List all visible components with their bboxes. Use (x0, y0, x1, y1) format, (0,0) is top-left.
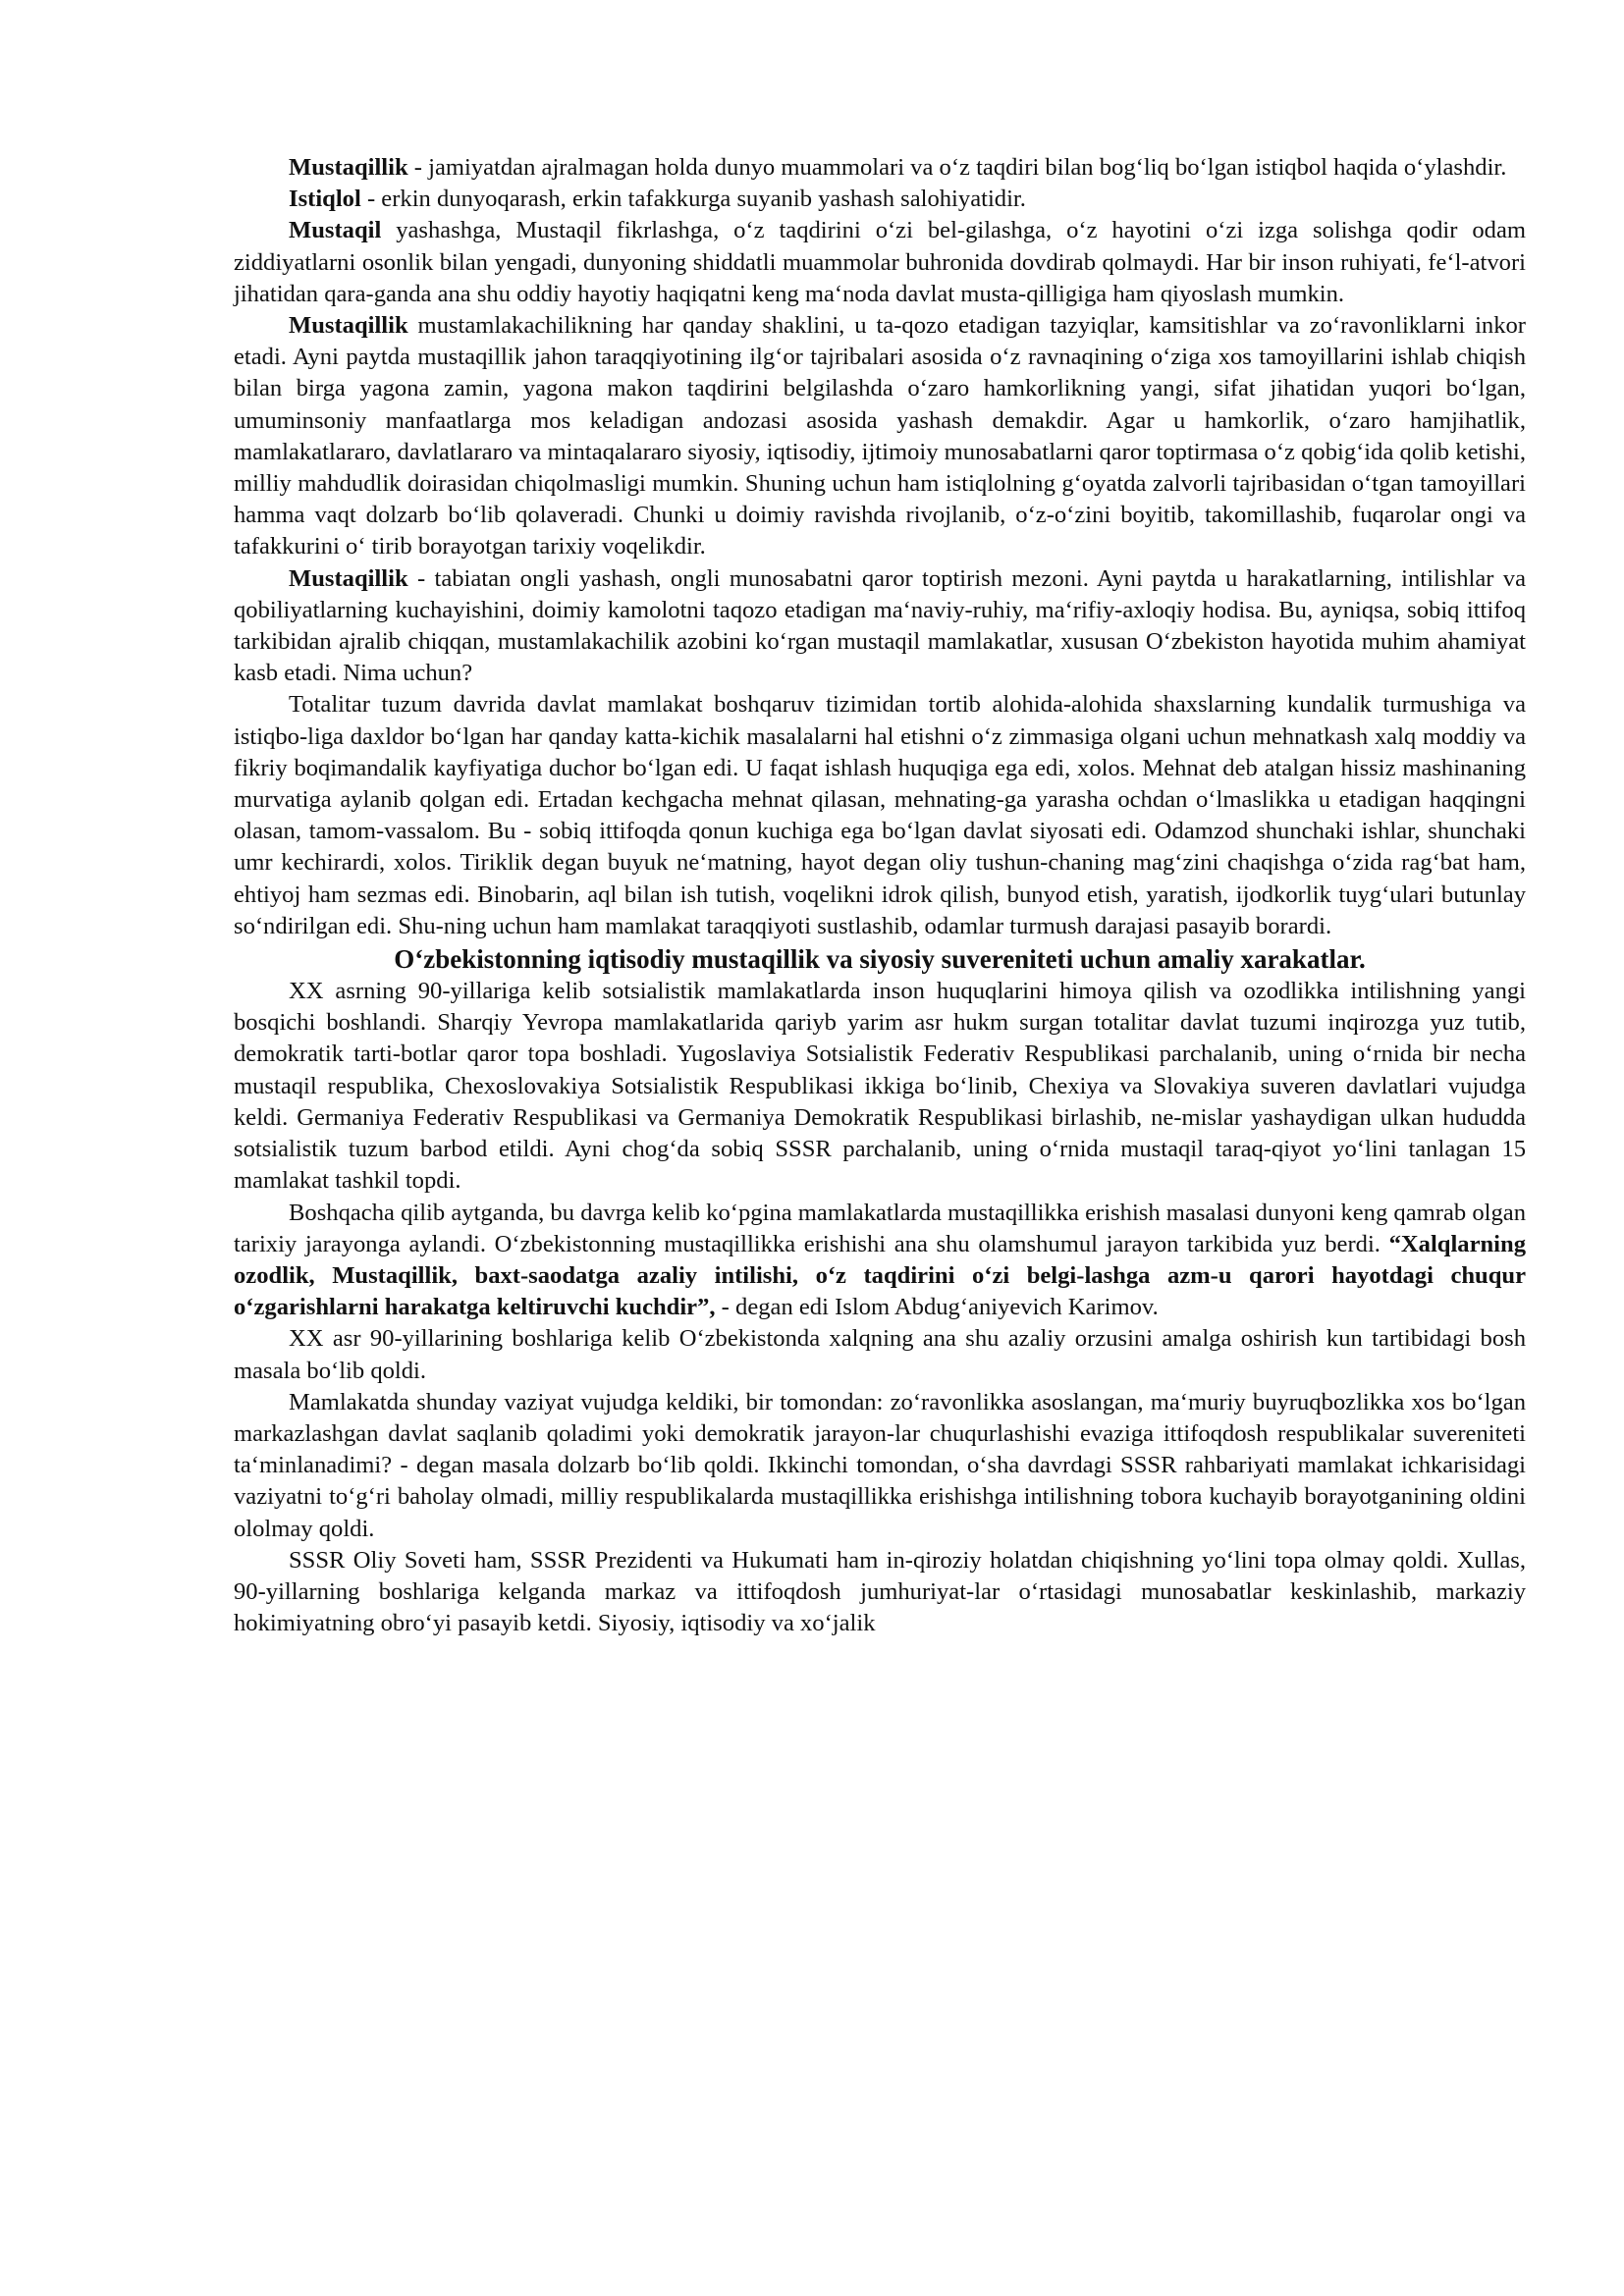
paragraph: SSSR Oliy Soveti ham, SSSR Prezidenti va Hukumati ham in-qiroziy holatdan chiqishning yo‘lini topa olmay qoldi. Xullas, 90-yillarning boshlariga kelganda markaz va ittifoqdosh jumhuriyat-lar o‘rtasidagi munosabatlar keskinlashib, markaziy hokimiyatning obro‘yi pasayib ketdi. Siyosiy, iqtisodiy va xo‘jalik (234, 1546, 1526, 1637)
term: Mustaqillik (289, 312, 408, 340)
paragraph-text: - jamiyatdan ajralmagan holda dunyo muammolari va o‘z taqdiri bilan bog‘liq bo‘lgan istiqbol haqida o‘ylashdir. (407, 154, 1507, 181)
paragraph-with-quote (234, 1198, 1526, 1324)
paragraph (234, 152, 1526, 184)
paragraph: XX asrning 90-yillariga kelib sotsialistik mamlakatlarda inson huquqlarini himoya qilish va ozodlikka intilishning yangi bosqichi boshlandi. Sharqiy Yevropa mamlakatlarida qariyb yarim asr hukm surgan totalitar davlat tuzumi inqirozga yuz tutib, demokratik tarti-botlar qaror topa boshladi. Yugoslaviya Sotsialistik Federativ Respublikasi parchalanib, uning o‘rnida bir necha mustaqil respublika, Chexoslovakiya Sotsialistik Respublikasi ikkiga bo‘linib, Chexiya va Slovakiya suveren davlatlari vujudga keldi. Germaniya Federativ Respublikasi va Germaniya Demokratik Respublikasi birlashib, ne-mislar yashaydigan ulkan hududda sotsialistik tuzum barbod etildi. Ayni chog‘da sobiq SSSR parchalanib, uning o‘rnida mustaqil taraq-qiyot yo‘lini tanlagan 15 mamlakat tashkil topdi. (234, 978, 1526, 1195)
term: Mustaqil (289, 217, 382, 244)
paragraph-text: yashashga, Mustaqil fikrlashga, o‘z taqdirini o‘zi bel-gilashga, o‘z hayotini o‘zi izga solishga qodir odam ziddiyatlarni osonlik bilan yengadi, dunyoning shiddatli muammolar buhronida dovdirab qolmaydi. Har bir inson ruhiyati, fe‘l-atvori jihatidan qara-ganda ana shu oddiy hayotiy haqiqatni keng ma‘noda davlat musta-qilligiga ham qiyoslash mumkin. (234, 217, 1526, 307)
paragraph (234, 310, 1526, 563)
paragraph: Mamlakatda shunday vaziyat vujudga keldiki, bir tomondan: zo‘ravonlikka asoslangan, ma‘muriy buyruqbozlikka xos bo‘lgan markazlashgan davlat saqlanib qoladimi yoki demokratik jarayon-lar chuqurlashishi evaziga ittifoqdosh respublikalar suvereniteti ta‘minlanadimi? - degan masala dolzarb bo‘lib qoldi. Ikkinchi tomondan, o‘sha davrdagi SSSR rahbariyati mamlakat ichkarisidagi vaziyatni to‘g‘ri baholay olmadi, milliy respublikalarda mustaqillikka erishishga intilishning tobora kuchayib borayotganining oldini ololmay qoldi. (234, 1388, 1526, 1542)
paragraph-text: Boshqacha qilib aytganda, bu davrga kelib ko‘pgina mamlakatlarda mustaqillikka erishish masalasi dunyoni keng qamrab olgan tarixiy jarayonga aylandi. O‘zbekistonning mustaqillikka erishishi ana shu olamshumul jarayon tarkibida yuz berdi. (234, 1199, 1526, 1257)
paragraph-text: mustamlakachilikning har qanday shaklini, u ta-qozo etadigan tazyiqlar, kamsitishlar va zo‘ravonliklarni inkor etadi. Ayni paytda mustaqillik jahon taraqqiyotining ilg‘or tajribalari asosida o‘z ravnaqining o‘ziga xos tamoyillarini ishlab chiqish bilan birga yagona zamin, yagona makon taqdirini belgilashda o‘zaro hamkorlikning yangi, sifat jihatidan yuqori bo‘lgan, umuminsoniy manfaatlarga mos keladigan andozasi asosida yashash demakdir. Agar u hamkorlik, o‘zaro hamjihatlik, mamlakatlararo, davlatlararo va mintaqalararo siyosiy, iqtisodiy, ijtimoiy munosabatlarni qaror toptirmasa o‘z qobig‘ida qolib ketishi, milliy mahdudlik doirasidan chiqolmasligi mumkin. Shuning uchun ham istiqlolning g‘oyatda zalvorli tajribasidan o‘tgan tamoyillari hamma vaqt dolzarb bo‘lib qolaveradi. Chunki u doimiy ravishda rivojlanib, o‘z-o‘zini boyitib, takomillashib, fuqarolar ongi va tafakkurini o‘ tirib borayotgan tarixiy voqelikdir. (234, 312, 1526, 561)
term: Mustaqillik (289, 154, 408, 181)
paragraph-text: - degan edi Islom Abdug‘aniyevich Karimov. (715, 1294, 1159, 1321)
paragraph: XX asr 90-yillarining boshlariga kelib O‘zbekistonda xalqning ana shu azaliy orzusini amalga oshirish kun tartibidagi bosh masala bo‘lib qoldi. (234, 1325, 1526, 1384)
paragraph (234, 689, 1526, 942)
quote: “Xalqlarning ozodlik, Mustaqillik, baxt-saodatga azaliy intilishi, o‘z taqdirini o‘zi belgi-lashga azm-u qarori hayotdagi chuqur o‘zgarishlarni harakatga keltiruvchi kuchdir”, (234, 1230, 1526, 1321)
term: Mustaqillik (289, 564, 408, 592)
paragraph-text: Totalitar tuzum davrida davlat mamlakat boshqaruv tizimidan tortib alohida-alohida shaxslarning kundalik turmushiga va istiqbo-liga daxldor bo‘lgan har qanday katta-kichik masalalarni hal etishni o‘z zimmasiga olgani uchun mehnatkash xalq moddiy va fikriy boqimandalik kayfiyatiga duchor bo‘lgan edi. U faqat ishlash huquqiga ega edi, xolos. Mehnat deb atalgan hissiz mashinaning murvatiga aylanib qolgan edi. Ertadan kechgacha mehnat qilasan, mehnating-ga yarasha ochdan o‘lmaslikka u etadigan haqqingni olasan, tamom-vassalom. Bu - sobiq ittifoqda qonun kuchiga ega bo‘lgan davlat siyosati edi. Odamzod shunchaki ishlar, shunchaki umr kechirardi, xolos. Tiriklik degan buyuk ne‘matning, hayot degan oliy tushun-chaning mag‘zini chaqishga o‘zida rag‘bat ham, ehtiyoj ham sezmas edi. Binobarin, aql bilan ish tutish, voqelikni idrok qilish, bunyod etish, yaratish, ijodkorlik tuyg‘ulari butunlay so‘ndirilgan edi. Shu-ning uchun ham mamlakat taraqqiyoti sustlashib, odamlar turmush darajasi pasayib borardi. (234, 691, 1526, 939)
term: Istiqlol (289, 186, 361, 213)
paragraph-text: - tabiatan ongli yashash, ongli munosabatni qaror toptirish mezoni. Ayni paytda u harakatlarning, intilishlar va qobiliyatlarning kuchayishini, doimiy kamolotni taqozo etadigan ma‘naviy-ruhiy, ma‘rifiy-axloqiy hodisa. Bu, ayniqsa, sobiq ittifoq tarkibidan ajralib chiqqan, mustamlakachilik azobini ko‘rgan mustaqil mamlakatlar, xususan O‘zbekiston hayotida muhim ahamiyat kasb etadi. Nima uchun? (234, 564, 1526, 687)
paragraph (234, 563, 1526, 690)
paragraph (234, 215, 1526, 310)
paragraph-text: - erkin dunyoqarash, erkin tafakkurga suyanib yashash salohiyatidir. (360, 186, 1026, 213)
section-heading: O‘zbekistonning iqtisodiy mustaqillik va siyosiy suvereniteti uchun amaliy xarakatlar. (394, 944, 1366, 975)
document-page (234, 152, 1526, 1639)
paragraph (234, 184, 1526, 215)
